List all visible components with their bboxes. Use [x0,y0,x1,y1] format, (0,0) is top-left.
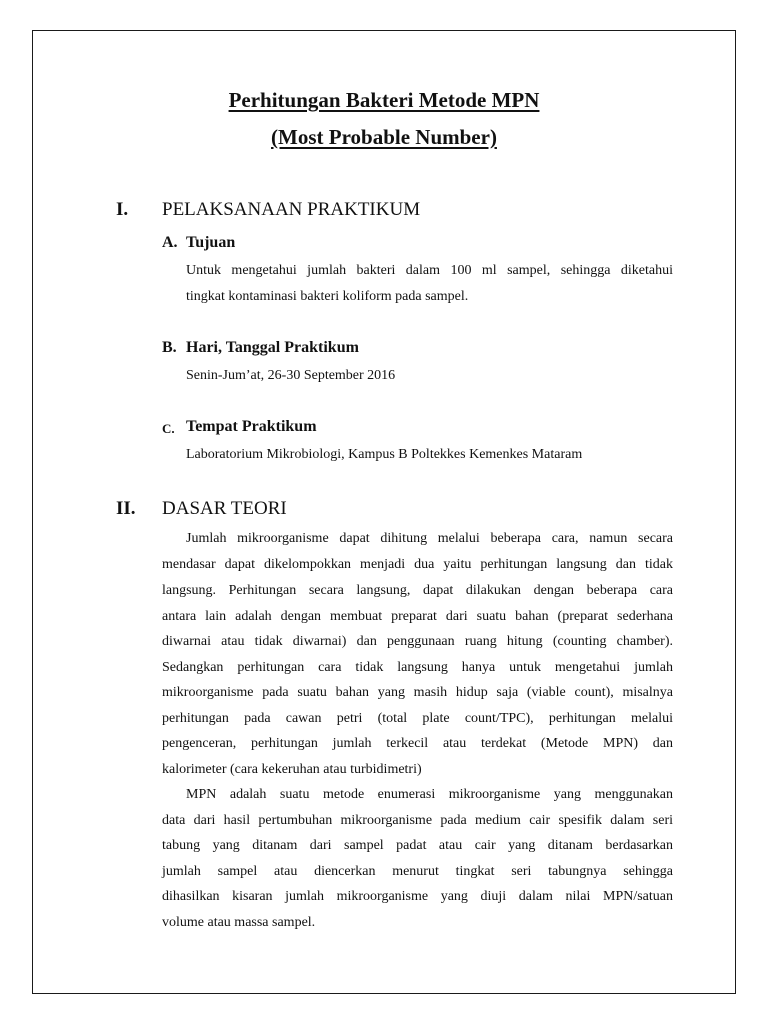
subsection-c-heading: Tempat Praktikum [186,418,317,435]
paragraph-1-line: langsung. Perhitungan secara langsung, dapat dilakukan dengan beberapa cara [162,583,673,598]
paragraph-1-line: kalorimeter (cara kekeruhan atau turbidimetri) [162,762,422,777]
section-1-heading: PELAKSANAAN PRAKTIKUM [162,199,421,220]
document-subtitle: (Most Probable Number) [271,125,497,149]
tempat-text: Laboratorium Mikrobiologi, Kampus B Poltekkes Kemenkes Mataram [186,447,583,462]
paragraph-1-line: perhitungan pada cawan petri (total plate count/TPC), perhitungan melalui [162,711,673,726]
paragraph-1-line: pengenceran, perhitungan jumlah terkecil atau terdekat (Metode MPN) dan [162,736,673,751]
tujuan-line: Untuk mengetahui jumlah bakteri dalam 100 ml sampel, sehingga diketahui [186,263,673,278]
section-2-heading: DASAR TEORI [162,498,287,519]
paragraph-2-line: MPN adalah suatu metode enumerasi mikroorganisme yang menggunakan [186,787,673,802]
paragraph-1-line: Sedangkan perhitungan cara tidak langsung hanya untuk mengetahui jumlah [162,660,673,675]
document-title: Perhitungan Bakteri Metode MPN [228,88,540,112]
paragraph-1-line: diwarnai atau tidak diwarnai) dan penggunaan ruang hitung (counting chamber). [162,634,673,649]
subsection-b-heading: Hari, Tanggal Praktikum [186,339,359,356]
paragraph-2-line: tabung yang ditanam dari sampel padat atau cair yang ditanam berdasarkan [162,838,673,853]
paragraph-1-line: antara lain adalah dengan membuat preparat dari suatu bahan (preparat sederhana [162,609,673,624]
subsection-a-heading: Tujuan [186,234,236,251]
paragraph-1-line: Jumlah mikroorganisme dapat dihitung melalui beberapa cara, namun secara [186,531,673,546]
paragraph-1-line: mikroorganisme pada suatu bahan yang masih hidup saja (viable count), misalnya [162,685,673,700]
tujuan-line: tingkat kontaminasi bakteri koliform pada sampel. [186,289,469,304]
paragraph-1-line: mendasar dapat dikelompokkan menjadi dua yaitu perhitungan langsung dan tidak [162,557,673,572]
paragraph-2-line: volume atau massa sampel. [162,915,316,930]
tanggal-text: Senin-Jum’at, 26-30 September 2016 [186,368,396,383]
paragraph-2-line: data dari hasil pertumbuhan mikroorganisme pada medium cair spesifik dalam seri [162,813,673,828]
section-1-number: I. [116,199,129,220]
subsection-b-letter: B. [162,339,177,356]
paragraph-2-line: dihasilkan kisaran jumlah mikroorganisme yang diuji dalam nilai MPN/satuan [162,889,673,904]
subsection-a-letter: A. [162,234,178,251]
section-2-number: II. [116,498,136,519]
paragraph-2-line: jumlah sampel atau diencerkan menurut tingkat seri tabungnya sehingga [162,864,673,879]
subsection-c-letter: C. [162,421,175,436]
